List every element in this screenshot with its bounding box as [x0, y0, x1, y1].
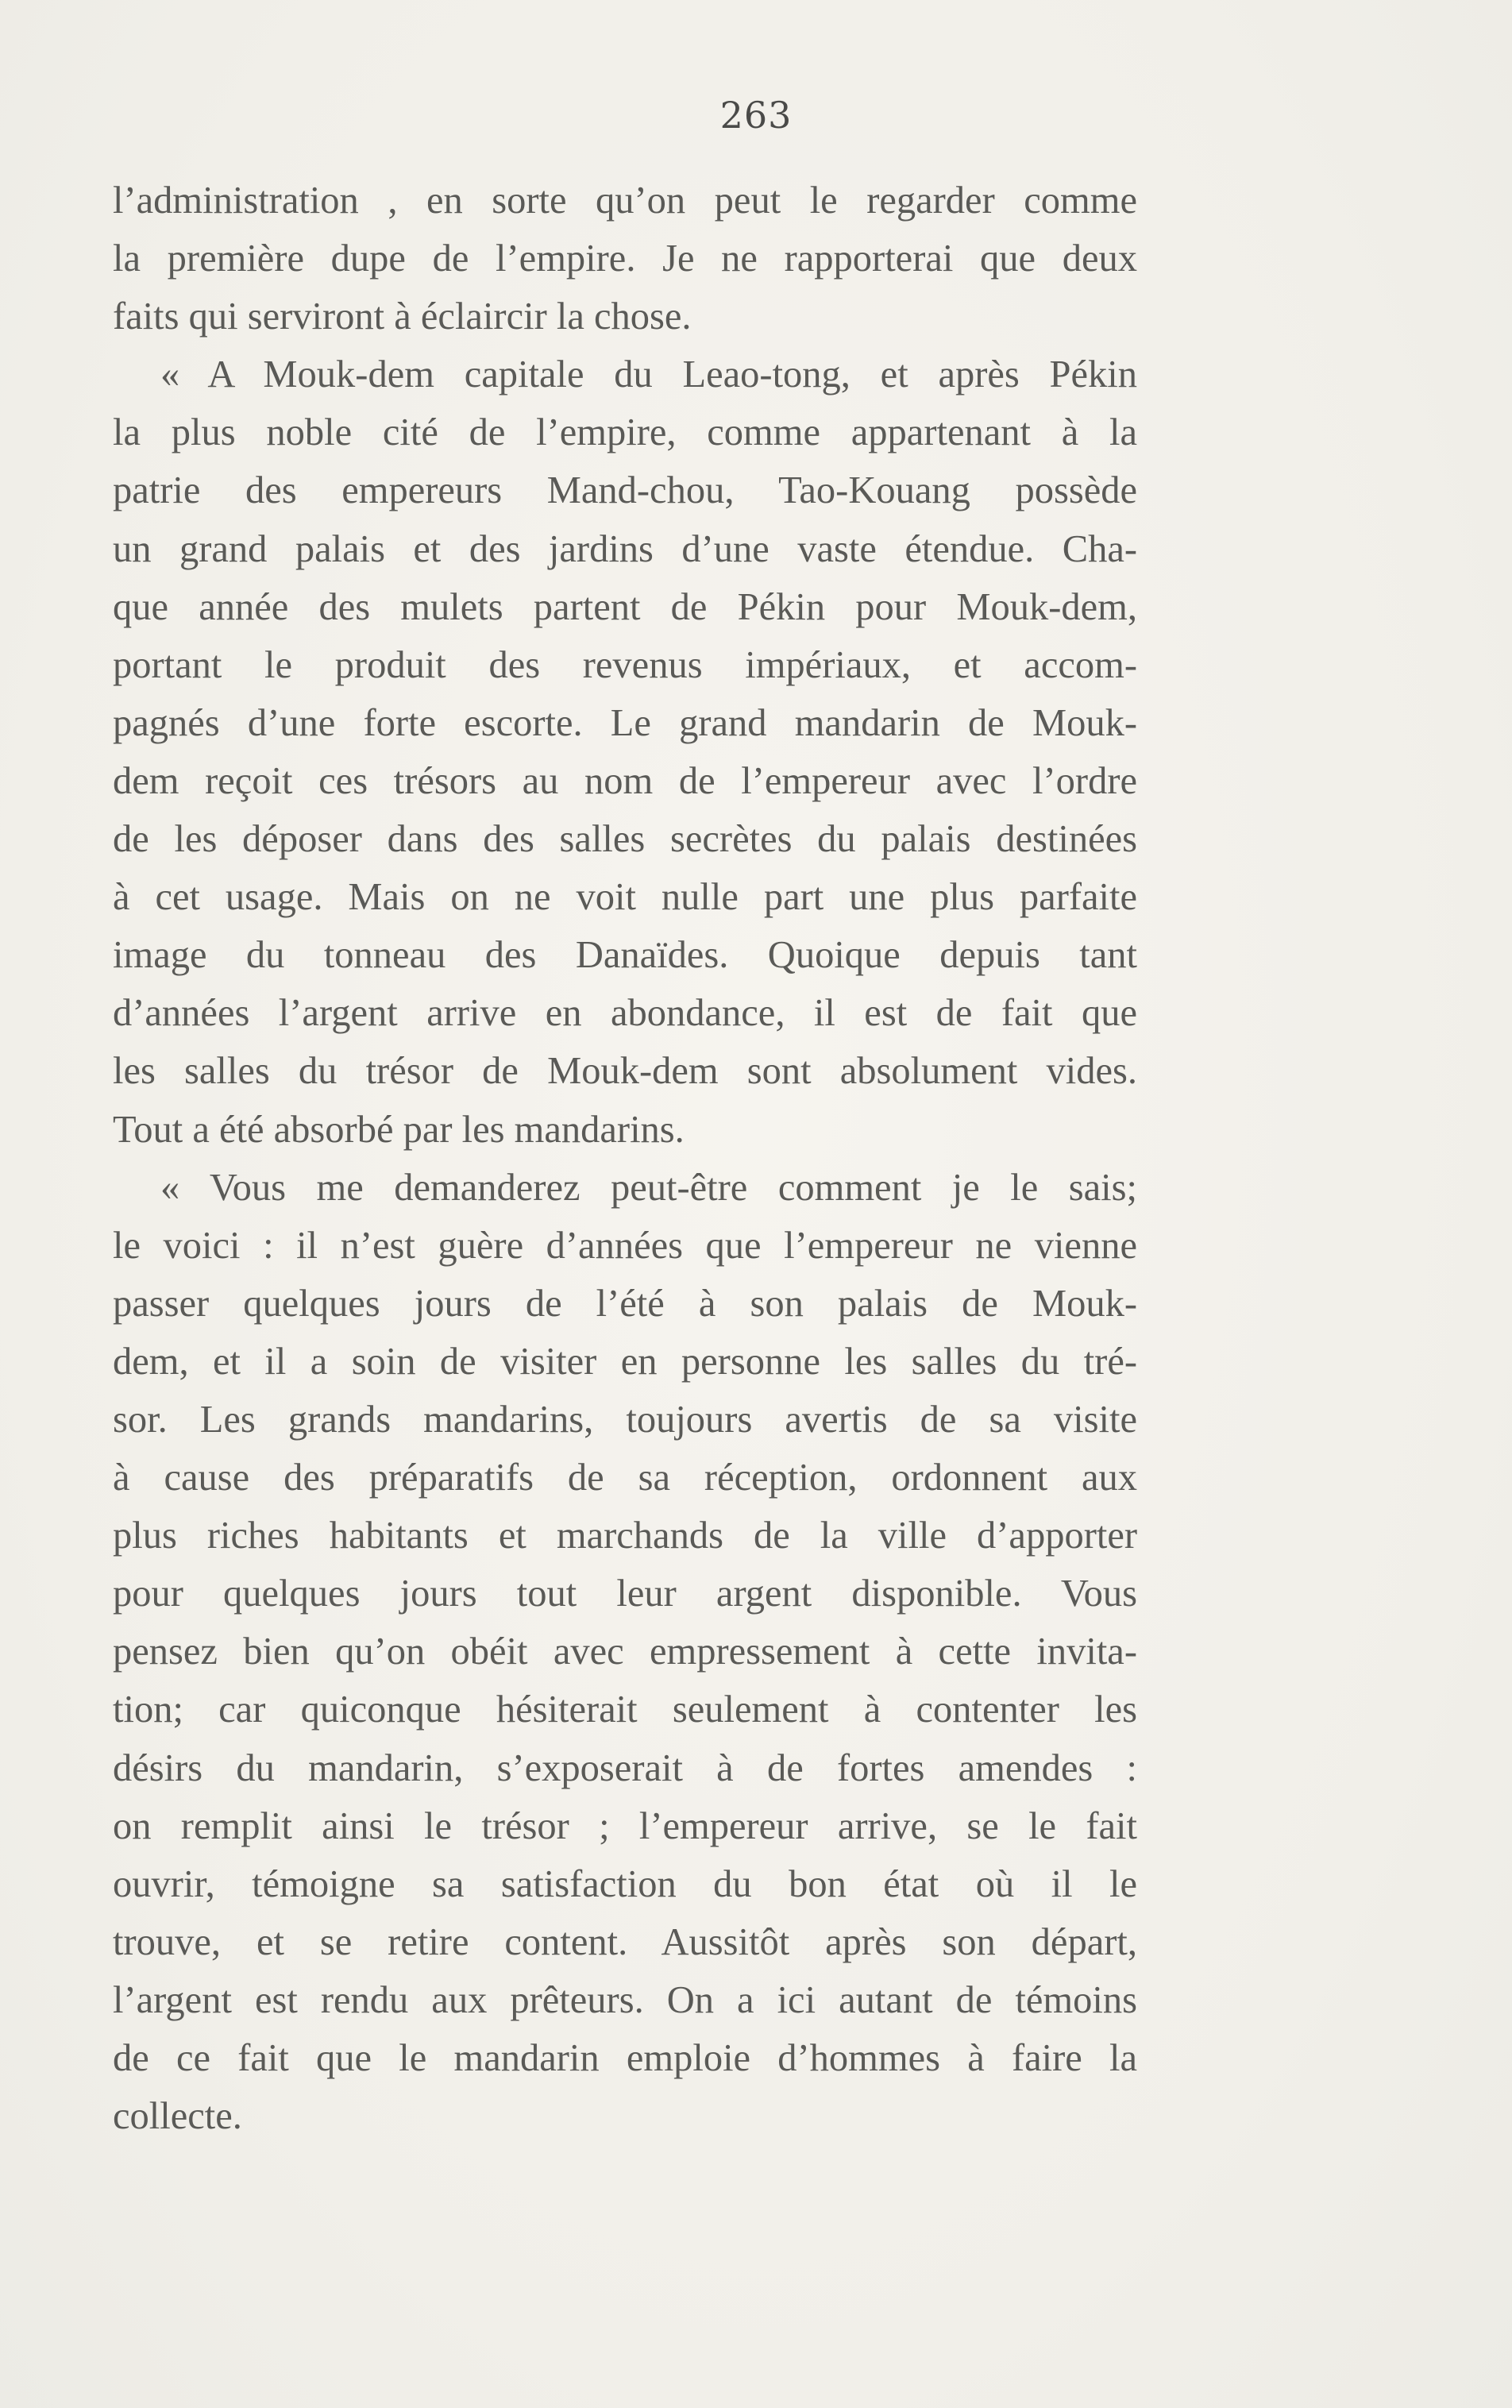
text-line: pagnés d’une forte escorte. Le grand mandarin de Mouk- [113, 701, 1137, 744]
text-line: ouvrir, témoigne sa satisfaction du bon état où il le [113, 1862, 1137, 1905]
text-line: un grand palais et des jardins d’une vaste étendue. Cha- [113, 527, 1137, 570]
text-line: faits qui serviront à éclaircir la chose. [113, 295, 692, 338]
text-line: trouve, et se retire content. Aussitôt après son départ, [113, 1920, 1137, 1963]
text-line: l’argent est rendu aux prêteurs. On a ici autant de témoins [113, 1978, 1137, 2021]
text-line: collecte. [113, 2095, 242, 2138]
text-line: plus riches habitants et marchands de la ville d’apporter [113, 1515, 1137, 1557]
text-line: on remplit ainsi le trésor ; l’empereur arrive, se le fait [113, 1804, 1137, 1847]
body-text [113, 172, 1137, 2145]
text-line: que année des mulets partent de Pékin pour Mouk-dem, [113, 585, 1137, 628]
text-line: la première dupe de l’empire. Je ne rapporterai que deux [113, 237, 1137, 280]
text-line: dem reçoit ces trésors au nom de l’empereur avec l’ordre [113, 759, 1137, 802]
text-line: à cet usage. Mais on ne voit nulle part une plus parfaite [113, 876, 1137, 919]
text-line: patrie des empereurs Mand-chou, Tao-Kouang possède [113, 469, 1137, 512]
text-line: le voici : il n’est guère d’années que l’empereur ne vienne [113, 1224, 1137, 1267]
text-line: les salles du trésor de Mouk-dem sont absolument vides. [113, 1050, 1137, 1093]
text-line: tion; car quiconque hésiterait seulement à contenter les [113, 1688, 1137, 1731]
text-line: pour quelques jours tout leur argent disponible. Vous [113, 1573, 1137, 1615]
text-line: portant le produit des revenus impériaux, et accom- [113, 643, 1137, 686]
text-line: de les déposer dans des salles secrètes du palais destinées [113, 818, 1137, 861]
text-line: désirs du mandarin, s’exposerait à de fortes amendes : [113, 1746, 1137, 1789]
text-line: à cause des préparatifs de sa réception, ordonnent aux [113, 1457, 1137, 1499]
text-line: « A Mouk-dem capitale du Leao-tong, et après Pékin [160, 353, 1137, 396]
page-number: 263 [719, 94, 793, 137]
text-line: la plus noble cité de l’empire, comme appartenant à la [113, 411, 1137, 454]
text-line: passer quelques jours de l’été à son palais de Mouk- [113, 1282, 1137, 1325]
text-line: de ce fait que le mandarin emploie d’hommes à faire la [113, 2037, 1137, 2079]
text-line: pensez bien qu’on obéit avec empressement à cette invita- [113, 1630, 1137, 1673]
text-line: dem, et il a soin de visiter en personne les salles du tré- [113, 1340, 1137, 1383]
text-line: sor. Les grands mandarins, toujours avertis de sa visite [113, 1398, 1137, 1441]
text-line: Tout a été absorbé par les mandarins. [113, 1108, 685, 1151]
text-line: image du tonneau des Danaïdes. Quoique depuis tant [113, 934, 1137, 977]
text-line: « Vous me demanderez peut-être comment je le sais; [160, 1166, 1137, 1209]
text-line: d’années l’argent arrive en abondance, il est de fait que [113, 992, 1137, 1035]
text-line: l’administration , en sorte qu’on peut le regarder comme [113, 179, 1137, 222]
